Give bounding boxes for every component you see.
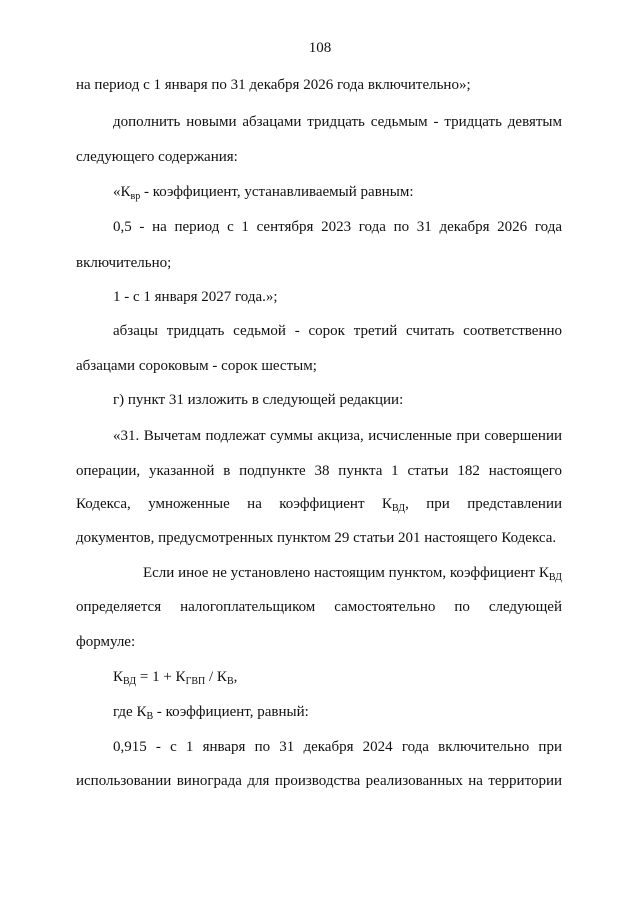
text-line: абзацы тридцать седьмой - сорок третий считать соответственно xyxy=(113,323,562,339)
text-line: где $К_В$ - коэффициент, равный: xyxy=(113,704,309,722)
text-line: определяется налогоплательщиком самостоятельно по следующей xyxy=(76,599,562,615)
text-line: 0,915 - с 1 января по 31 декабря 2024 года включительно при xyxy=(113,739,562,755)
text-line: операции, указанной в подпункте 38 пункта 1 статьи 182 настоящего xyxy=(76,463,562,479)
formula-line: $К_{ВД} = 1 + К_{ГВП} / К_В$, xyxy=(113,669,238,687)
formula-line: «$К_{вр}$ - коэффициент, устанавливаемый равным: xyxy=(113,184,414,202)
text-line: следующего содержания: xyxy=(76,149,238,165)
text-line: документов, предусмотренных пунктом 29 статьи 201 настоящего Кодекса. xyxy=(76,530,557,546)
text-line: Кодекса, умноженные на коэффициент $К_{ВД}$, при представлении xyxy=(76,496,563,514)
text-line: на период с 1 января по 31 декабря 2026 года включительно»; xyxy=(76,77,471,93)
text-line: использовании винограда для производства реализованных на территории xyxy=(76,773,562,789)
text-line: Если иное не установлено настоящим пунктом, коэффициент $К_{ВД}$ xyxy=(142,565,562,583)
page-number: 108 xyxy=(308,40,332,56)
text-line: абзацами сороковым - сорок шестым; xyxy=(76,358,317,374)
text-line: формуле: xyxy=(76,634,136,650)
text-line: «31. Вычетам подлежат суммы акциза, исчисленные при совершении xyxy=(113,428,562,444)
text-line: 0,5 - на период с 1 сентября 2023 года по 31 декабря 2026 года xyxy=(113,219,562,235)
text-line: 1 - с 1 января 2027 года.»; xyxy=(113,289,278,305)
text-line: дополнить новыми абзацами тридцать седьмым - тридцать девятым xyxy=(113,114,562,130)
text-line: включительно; xyxy=(76,255,172,271)
text-line: г) пункт 31 изложить в следующей редакции: xyxy=(113,392,404,408)
